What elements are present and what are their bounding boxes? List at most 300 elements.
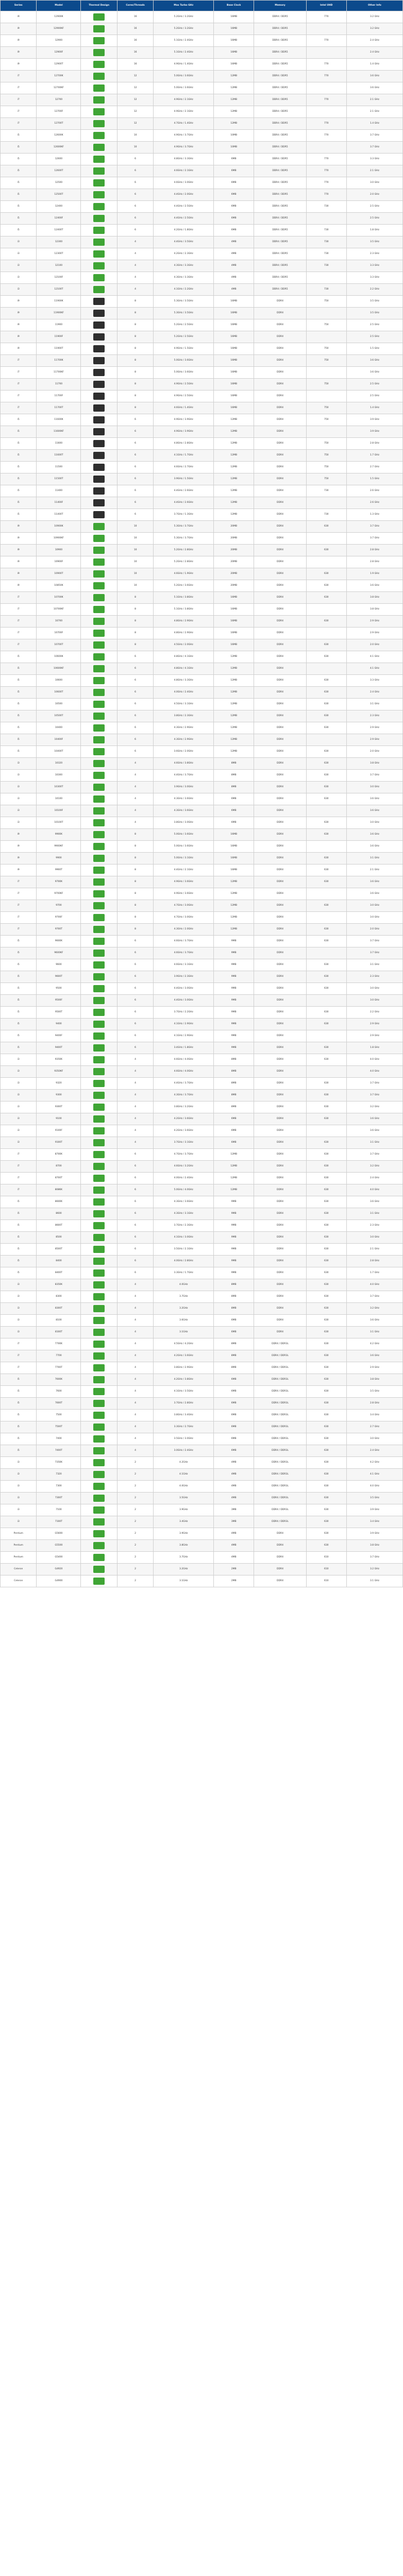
memory-cell: DDR4 [254,545,306,556]
series-cell: i5 [1,438,37,450]
turbo-cell: 4.8GHz / 2.9GHz [154,616,214,628]
memory-cell: DDR4 / DDR5 [254,106,306,118]
model-cell: 10600 [37,675,81,687]
turbo-cell: 5.2GHz / 3.2GHz [154,11,214,23]
memory-cell: DDR4 [254,556,306,568]
model-cell: 11600KF [37,426,81,438]
gpu-cell: 630 [306,1220,346,1232]
memory-cell: DDR4 [254,841,306,853]
badge-cell [81,983,117,995]
status-badge-icon [93,831,105,838]
badge-cell [81,402,117,414]
gpu-cell [306,426,346,438]
cores-cell: 4 [117,1054,153,1066]
turbo-cell: 4.9GHz / 3.9GHz [154,414,214,426]
cache-cell: 9MB [214,971,254,983]
cache-cell: 16MB [214,23,254,35]
gpu-cell: 630 [306,545,346,556]
cores-cell: 4 [117,284,153,296]
series-cell: i5 [1,983,37,995]
status-badge-icon [93,1566,105,1573]
cache-cell: 16MB [214,592,254,604]
turbo-cell: 4.4GHz / 3.7GHz [154,770,214,782]
gpu-cell: 630 [306,1338,346,1350]
gpu-cell [306,912,346,924]
cores-cell: 16 [117,59,153,71]
model-cell: 9900K [37,829,81,841]
cores-cell: 6 [117,995,153,1007]
status-badge-icon [93,950,105,957]
badge-cell [81,900,117,912]
cores-cell: 8 [117,900,153,912]
turbo-cell: 4.5GHz / 3.1GHz [154,699,214,710]
info-cell: 3.6 GHz [346,580,402,592]
badge-cell [81,1030,117,1042]
cache-cell: 4MB [214,272,254,284]
model-cell: 12500 [37,177,81,189]
memory-cell: DDR4 [254,592,306,604]
memory-cell: DDR4 / DDR5 [254,236,306,248]
gpu-cell [306,308,346,319]
turbo-cell: 3.5GHz [154,1493,214,1504]
series-cell: i9 [1,556,37,568]
series-cell: i5 [1,1445,37,1457]
cores-cell: 8 [117,331,153,343]
info-cell: 3.9 GHz [346,1504,402,1516]
info-cell: 2.5 GHz [346,201,402,213]
info-cell: 1.5 GHz [346,473,402,485]
series-cell: i7 [1,71,37,82]
cores-cell: 2 [117,1493,153,1504]
info-cell: 4.0 GHz [346,1066,402,1078]
turbo-cell: 3.4GHz / 1.8GHz [154,1042,214,1054]
turbo-cell: 4.6GHz / 1.4GHz [154,402,214,414]
table-row [1,1244,403,1256]
memory-cell: DDR4 [254,391,306,402]
turbo-cell: 4.1GHz / 2.9GHz [154,1019,214,1030]
cache-cell: 10MB [214,142,254,154]
badge-cell [81,1279,117,1291]
cores-cell: 6 [117,663,153,675]
gpu-cell [306,1125,346,1137]
badge-cell [81,924,117,936]
cores-cell: 4 [117,1090,153,1101]
series-cell: i5 [1,225,37,236]
cores-cell: 2 [117,1481,153,1493]
series-cell: i7 [1,106,37,118]
gpu-cell: 630 [306,675,346,687]
turbo-cell: 4.6GHz / 3.0GHz [154,177,214,189]
model-cell: 8350K [37,1279,81,1291]
series-cell: i5 [1,1196,37,1208]
series-cell: i9 [1,853,37,865]
cores-cell: 10 [117,568,153,580]
gpu-cell [306,47,346,59]
memory-cell: DDR4 / DDR5 [254,142,306,154]
badge-cell [81,782,117,793]
status-badge-icon [93,997,105,1004]
series-cell: i5 [1,1030,37,1042]
cache-cell: 6MB [214,154,254,165]
table-row [1,106,403,118]
memory-cell: DDR4 [254,1232,306,1244]
table-row [1,1540,403,1552]
cores-cell: 10 [117,556,153,568]
memory-cell: DDR4 [254,616,306,628]
gpu-cell [306,272,346,284]
status-badge-icon [93,1104,105,1111]
table-row [1,82,403,94]
status-badge-icon [93,1009,105,1016]
info-cell: 3.8 GHz [346,758,402,770]
cache-cell: 20MB [214,580,254,592]
memory-cell: DDR4 [254,651,306,663]
gpu-cell: 630 [306,876,346,888]
turbo-cell: 4.0GHz [154,1279,214,1291]
cores-cell: 2 [117,1516,153,1528]
turbo-cell: 4.6GHz / 3.2GHz [154,1161,214,1173]
gpu-cell: 730 [306,485,346,497]
cache-cell: 12MB [214,414,254,426]
info-cell: 1.5 GHz [346,343,402,355]
series-cell: i5 [1,1386,37,1398]
cores-cell: 6 [117,710,153,722]
turbo-cell: 4.4GHz / 3.0GHz [154,995,214,1007]
badge-cell [81,1540,117,1552]
table-row [1,1552,403,1564]
turbo-cell: 4.6GHz / 2.7GHz [154,462,214,473]
gpu-cell: 750 [306,450,346,462]
cache-cell: 12MB [214,485,254,497]
cores-cell: 6 [117,509,153,521]
cache-cell: 4MB [214,284,254,296]
turbo-cell: 4.6GHz / 3.8GHz [154,758,214,770]
status-badge-icon [93,689,105,696]
turbo-cell: 4.9GHz / 3.6GHz [154,876,214,888]
table-row [1,1113,403,1125]
turbo-cell: 4.9GHz / 1.4GHz [154,59,214,71]
cores-cell: 4 [117,1433,153,1445]
memory-cell: DDR4 / DDR3L [254,1410,306,1421]
gpu-cell: 750 [306,379,346,391]
cache-cell: 16MB [214,639,254,651]
cache-cell: 10MB [214,130,254,142]
cache-cell: 12MB [214,118,254,130]
badge-cell [81,284,117,296]
cache-cell: 9MB [214,1232,254,1244]
memory-cell: DDR4 [254,343,306,355]
cache-cell: 12MB [214,94,254,106]
turbo-cell: 4.2GHz / 3.8GHz [154,1374,214,1386]
cache-cell: 16MB [214,355,254,367]
cores-cell: 6 [117,1220,153,1232]
series-cell: i5 [1,426,37,438]
gpu-cell: 630 [306,1137,346,1149]
gpu-cell: 630 [306,1279,346,1291]
turbo-cell: 4.3GHz / 3.7GHz [154,1090,214,1101]
cores-cell: 6 [117,225,153,236]
cores-cell: 4 [117,272,153,284]
badge-cell [81,1291,117,1303]
badge-cell [81,651,117,663]
model-cell: 7100T [37,1516,81,1528]
gpu-cell: 630 [306,1516,346,1528]
cache-cell: 4MB [214,1481,254,1493]
turbo-cell: 4.4GHz / 2.5GHz [154,213,214,225]
status-badge-icon [93,855,105,862]
series-cell: i7 [1,1350,37,1362]
turbo-cell: 4.8GHz / 2.9GHz [154,628,214,639]
cache-cell: 12MB [214,71,254,82]
turbo-cell: 4.3GHz / 3.1GHz [154,1208,214,1220]
gpu-cell: 750 [306,319,346,331]
series-cell: i9 [1,343,37,355]
badge-cell [81,260,117,272]
memory-cell: DDR4 [254,1256,306,1267]
cores-cell: 10 [117,142,153,154]
status-badge-icon [93,511,105,518]
memory-cell: DDR4 [254,782,306,793]
info-cell: 3.6 GHz [346,888,402,900]
table-header-row [1,1,403,11]
gpu-cell: 630 [306,1042,346,1054]
badge-cell [81,1327,117,1338]
gpu-cell: 630 [306,971,346,983]
gpu-cell [306,805,346,817]
cores-cell: 6 [117,1042,153,1054]
series-cell: i3 [1,1481,37,1493]
header-cell: Cores/Threads [117,1,153,11]
model-cell: 11700KF [37,367,81,379]
model-cell: 10700 [37,616,81,628]
turbo-cell: 4.0GHz / 2.4GHz [154,1173,214,1184]
cores-cell: 4 [117,1327,153,1338]
model-cell: 11600T [37,450,81,462]
cache-cell: 6MB [214,805,254,817]
status-badge-icon [93,1175,105,1182]
memory-cell: DDR4 [254,1184,306,1196]
turbo-cell: 5.2GHz / 2.5GHz [154,319,214,331]
cache-cell: 12MB [214,746,254,758]
series-cell: i5 [1,201,37,213]
table-row [1,118,403,130]
badge-cell [81,912,117,924]
series-cell: i3 [1,793,37,805]
info-cell: 4.1 GHz [346,663,402,675]
gpu-cell [306,663,346,675]
table-row [1,1090,403,1101]
cache-cell: 16MB [214,343,254,355]
memory-cell: DDR4 [254,1030,306,1042]
cores-cell: 4 [117,1101,153,1113]
badge-cell [81,1552,117,1564]
turbo-cell: 3.7GHz [154,1291,214,1303]
cache-cell: 4MB [214,236,254,248]
cores-cell: 12 [117,71,153,82]
series-cell: i3 [1,1125,37,1137]
info-cell: 2.3 GHz [346,248,402,260]
memory-cell: DDR4 / DDR5 [254,59,306,71]
status-badge-icon [93,1068,105,1075]
status-badge-icon [93,1293,105,1300]
status-badge-icon [93,345,105,352]
turbo-cell: 4.8GHz / 4.1GHz [154,663,214,675]
badge-cell [81,1433,117,1445]
cache-cell: 16MB [214,47,254,59]
gpu-cell: 630 [306,1291,346,1303]
info-cell: 3.8 GHz [346,592,402,604]
cores-cell: 6 [117,1019,153,1030]
info-cell: 3.0 GHz [346,912,402,924]
status-badge-icon [93,713,105,720]
status-badge-icon [93,286,105,293]
memory-cell: DDR4 [254,1291,306,1303]
table-row [1,651,403,663]
memory-cell: DDR4 / DDR5 [254,272,306,284]
cache-cell: 16MB [214,391,254,402]
model-cell: G4920 [37,1564,81,1575]
table-row [1,1315,403,1327]
cores-cell: 6 [117,1232,153,1244]
badge-cell [81,509,117,521]
memory-cell: DDR4 / DDR5 [254,130,306,142]
table-body [1,11,403,1587]
turbo-cell: 4.2GHz / 3.6GHz [154,1125,214,1137]
badge-cell [81,1137,117,1149]
badge-cell [81,936,117,947]
badge-cell [81,1516,117,1528]
table-row [1,770,403,782]
turbo-cell: 3.9GHz [154,1528,214,1540]
gpu-cell: 630 [306,1196,346,1208]
cache-cell: 12MB [214,876,254,888]
turbo-cell: 4.5GHz / 2.0GHz [154,639,214,651]
memory-cell: DDR4 [254,734,306,746]
cache-cell: 12MB [214,888,254,900]
badge-cell [81,545,117,556]
series-cell: i5 [1,971,37,983]
table-row [1,829,403,841]
status-badge-icon [93,13,105,21]
series-cell: i7 [1,1362,37,1374]
memory-cell: DDR4 [254,639,306,651]
badge-cell [81,1469,117,1481]
badge-cell [81,758,117,770]
memory-cell: DDR4 [254,473,306,485]
badge-cell [81,1066,117,1078]
cache-cell: 12MB [214,438,254,450]
series-cell: i3 [1,805,37,817]
table-row [1,1528,403,1540]
series-cell: i3 [1,1101,37,1113]
gpu-cell: 630 [306,924,346,936]
info-cell: 3.9 GHz [346,1528,402,1540]
cache-cell: 4MB [214,1552,254,1564]
info-cell: 3.7 GHz [346,1149,402,1161]
cache-cell: 12MB [214,924,254,936]
status-badge-icon [93,1435,105,1443]
model-cell: G4900 [37,1575,81,1587]
memory-cell: DDR4 [254,699,306,710]
gpu-cell: 630 [306,1315,346,1327]
info-cell: 3.2 GHz [346,1564,402,1575]
cache-cell: 6MB [214,1445,254,1457]
badge-cell [81,201,117,213]
memory-cell: DDR4 [254,1208,306,1220]
model-cell: 12900K [37,11,81,23]
cores-cell: 8 [117,355,153,367]
cores-cell: 10 [117,533,153,545]
gpu-cell: 630 [306,1161,346,1173]
table-row [1,1421,403,1433]
gpu-cell: 630 [306,758,346,770]
cores-cell: 4 [117,782,153,793]
cache-cell: 16MB [214,402,254,414]
info-cell: 3.5 GHz [346,296,402,308]
model-cell: 12500T [37,189,81,201]
info-cell: 3.0 GHz [346,900,402,912]
gpu-cell: 770 [306,94,346,106]
info-cell: 2.0 GHz [346,639,402,651]
model-cell: 10700T [37,639,81,651]
badge-cell [81,225,117,236]
series-cell: i5 [1,485,37,497]
model-cell: 10100 [37,793,81,805]
info-cell: 3.0 GHz [346,995,402,1007]
info-cell: 1.7 GHz [346,450,402,462]
info-cell: 2.4 GHz [346,687,402,699]
status-badge-icon [93,25,105,32]
status-badge-icon [93,736,105,743]
cores-cell: 12 [117,94,153,106]
status-badge-icon [93,132,105,139]
series-cell: i9 [1,841,37,853]
info-cell: 2.9 GHz [346,1019,402,1030]
status-badge-icon [93,1352,105,1360]
status-badge-icon [93,843,105,850]
cores-cell: 8 [117,296,153,308]
cores-cell: 6 [117,936,153,947]
turbo-cell: 5.2GHz / 2.5GHz [154,331,214,343]
cores-cell: 6 [117,1030,153,1042]
cache-cell: 8MB [214,1279,254,1291]
table-row [1,1066,403,1078]
series-cell: i3 [1,1113,37,1125]
memory-cell: DDR4 / DDR3L [254,1362,306,1374]
info-cell: 3.6 GHz [346,1350,402,1362]
gpu-cell: 630 [306,865,346,876]
info-cell: 3.3 GHz [346,260,402,272]
memory-cell: DDR4 [254,805,306,817]
badge-cell [81,663,117,675]
memory-cell: DDR4 [254,924,306,936]
cache-cell: 20MB [214,568,254,580]
memory-cell: DDR4 [254,1054,306,1066]
table-row [1,1386,403,1398]
info-cell: 2.1 GHz [346,165,402,177]
memory-cell: DDR4 [254,462,306,473]
status-badge-icon [93,1471,105,1478]
series-cell: i9 [1,296,37,308]
gpu-cell: 630 [306,1540,346,1552]
cores-cell: 6 [117,699,153,710]
table-row [1,580,403,592]
gpu-cell: 770 [306,11,346,23]
badge-cell [81,94,117,106]
memory-cell: DDR4 [254,628,306,639]
memory-cell: DDR4 [254,308,306,319]
table-row [1,485,403,497]
